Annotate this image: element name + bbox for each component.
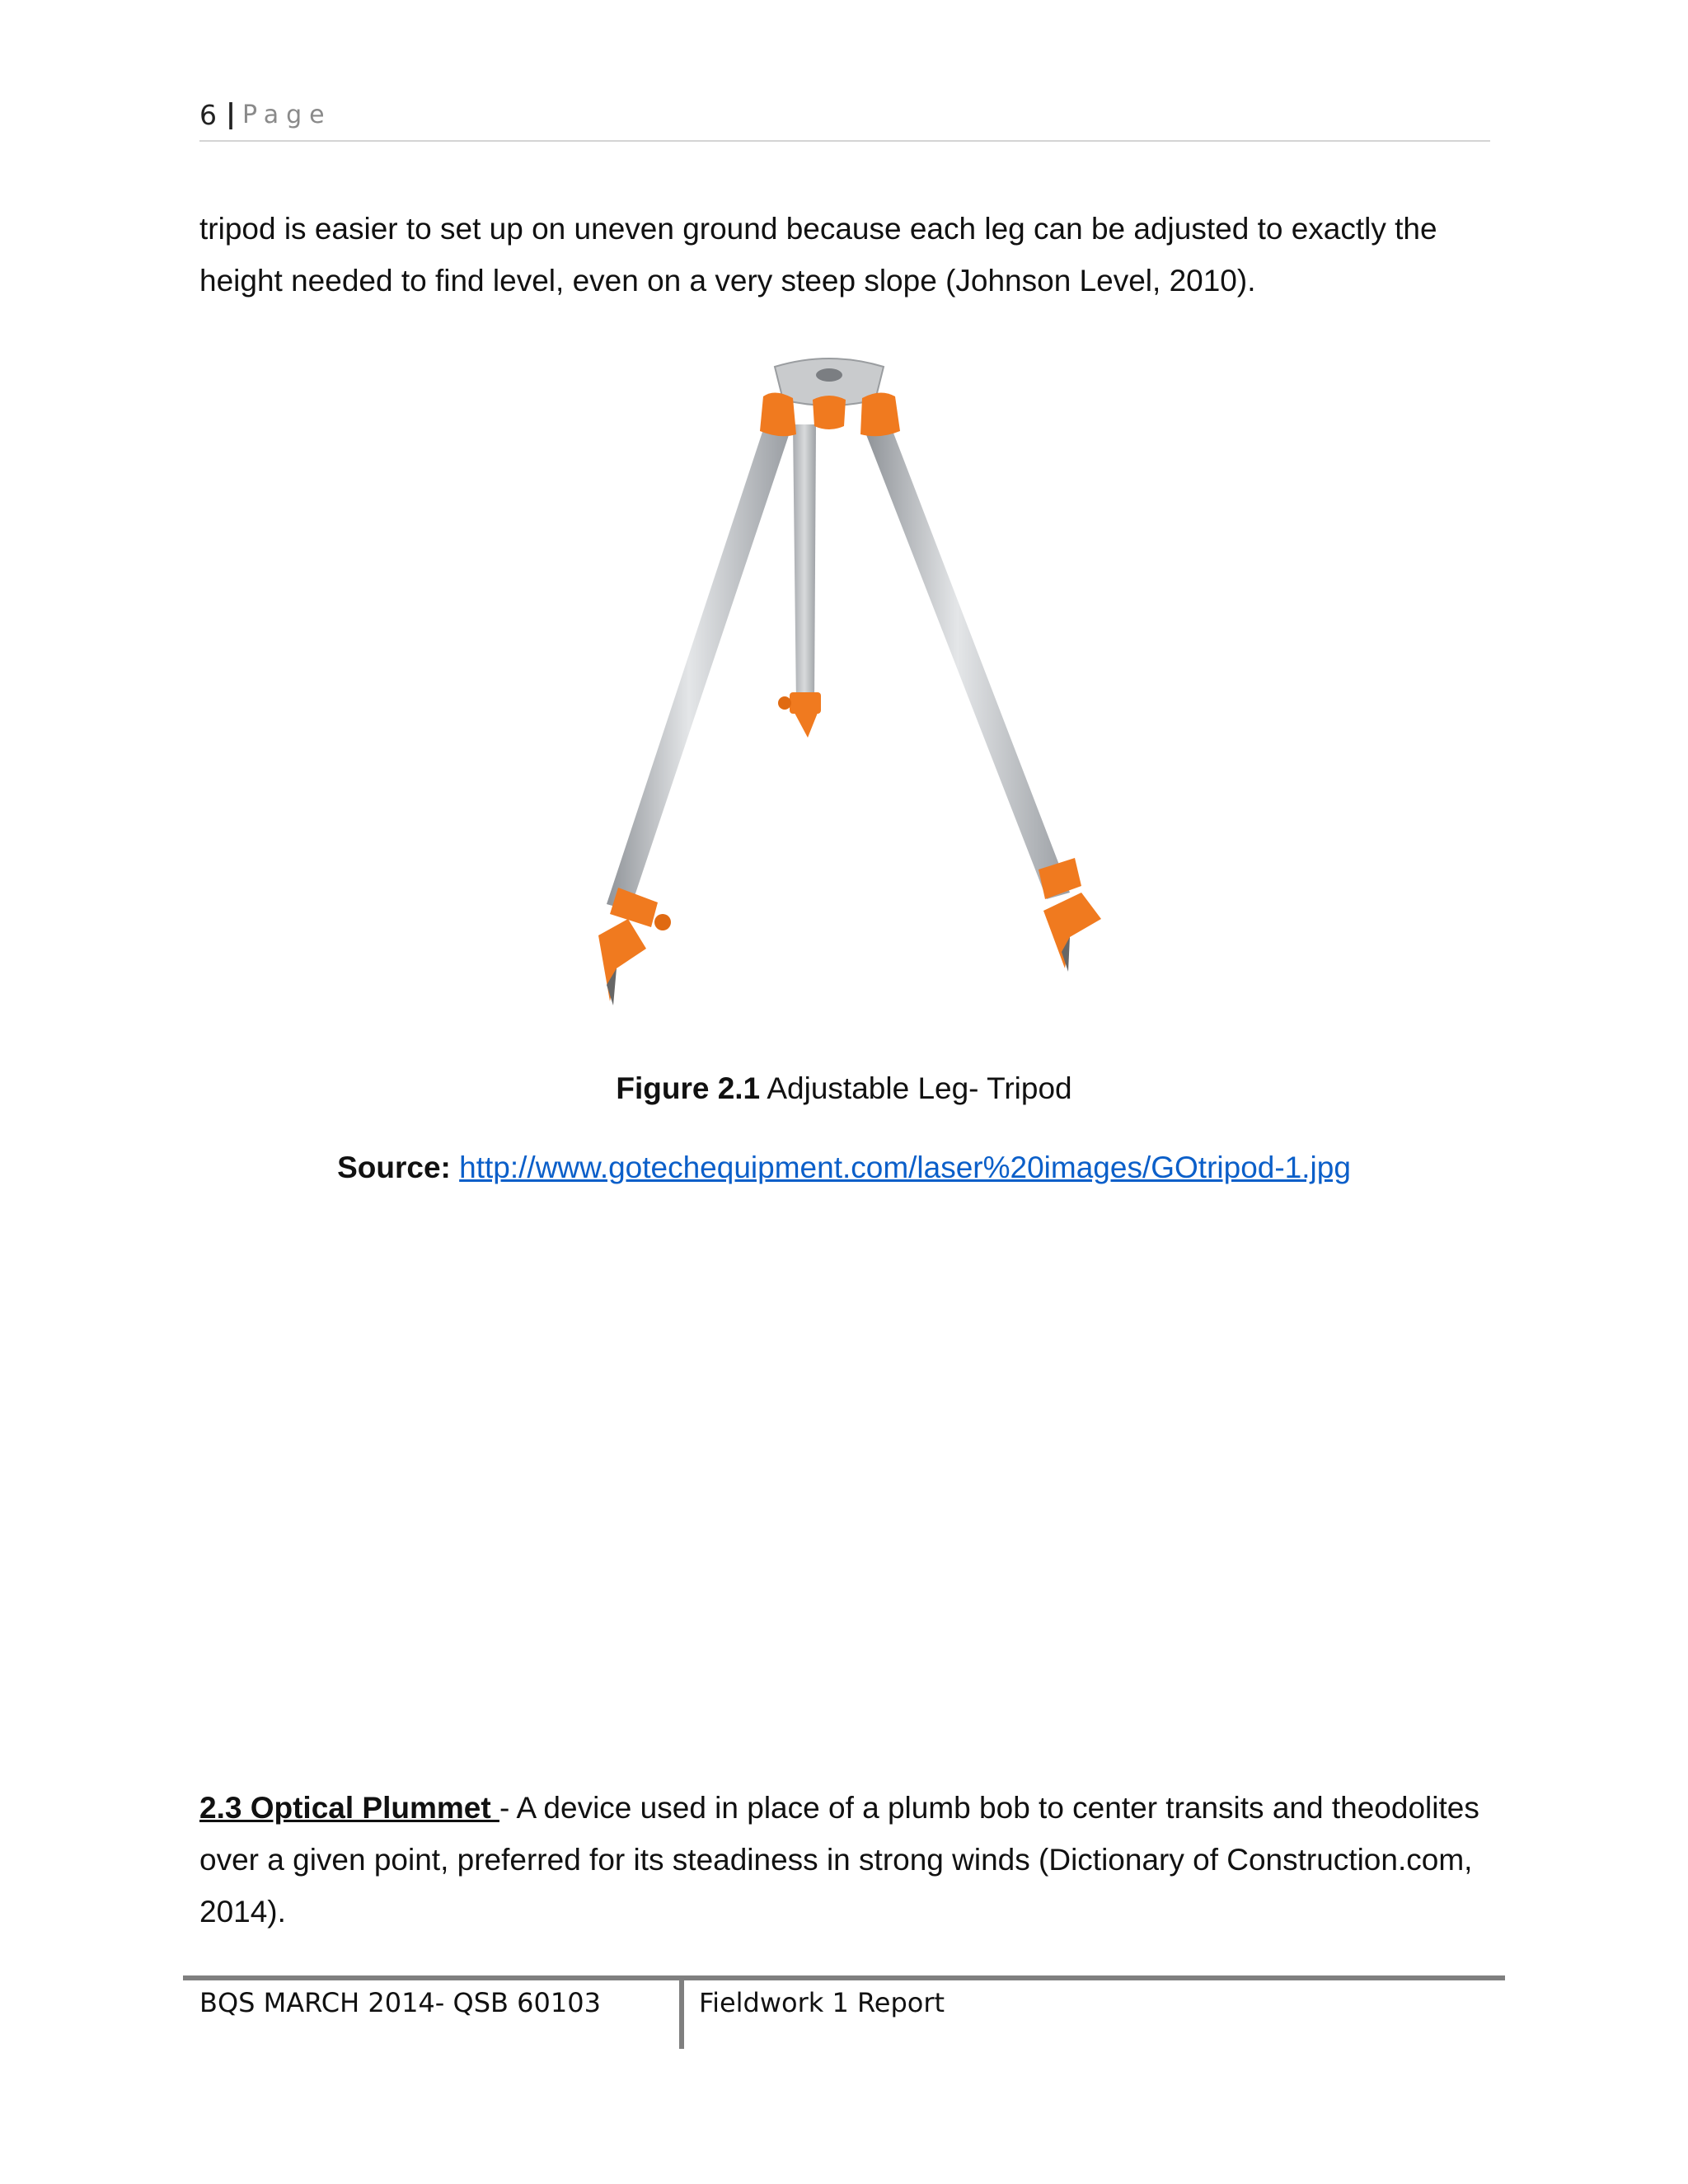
left-leg-clamp bbox=[610, 888, 658, 927]
right-hinge bbox=[860, 392, 900, 436]
footer-course-code: BQS MARCH 2014- QSB 60103 bbox=[199, 1987, 601, 2018]
source-link[interactable]: http://www.gotechequipment.com/laser%20images/GOtripod-1.jpg bbox=[459, 1151, 1351, 1184]
rear-leg bbox=[793, 424, 816, 705]
left-leg-foot bbox=[598, 919, 646, 1001]
right-leg bbox=[865, 424, 1070, 899]
tripod-illustration bbox=[577, 342, 1137, 1018]
source-label: Source: bbox=[337, 1151, 451, 1184]
body-paragraph-tripod: tripod is easier to set up on uneven ground because each leg can be adjusted to exactly the height needed to find level, even on a very steep slope (Johnson Level, 2010). bbox=[199, 212, 1437, 298]
rear-leg-knob bbox=[778, 696, 791, 710]
left-leg-knob bbox=[654, 914, 671, 930]
left-leg bbox=[607, 424, 790, 911]
header-separator: | bbox=[226, 97, 237, 129]
figure-label: Figure 2.1 bbox=[616, 1071, 761, 1105]
center-hinge bbox=[813, 396, 846, 429]
footer-divider bbox=[679, 1978, 684, 2049]
section-heading: 2.3 Optical Plummet bbox=[199, 1791, 499, 1825]
section-text: - A device used in place of a plumb bob to center transits and theodolites over a given point, preferred for its steadiness in strong winds (Dictionary of Construction.com, 2014). bbox=[199, 1791, 1479, 1929]
page-header bbox=[199, 97, 1490, 142]
section-optical-plummet bbox=[199, 1782, 1493, 1938]
footer-rule bbox=[183, 1975, 1505, 1980]
figure-source bbox=[0, 1151, 1688, 1185]
rear-leg-clamp bbox=[790, 692, 821, 714]
page-number: 6 bbox=[199, 99, 217, 131]
page-label: Page bbox=[242, 101, 332, 129]
tripod-head-hole bbox=[816, 368, 842, 382]
footer-report-title: Fieldwork 1 Report bbox=[699, 1987, 945, 2018]
right-leg-foot bbox=[1043, 893, 1101, 968]
rear-leg-foot bbox=[795, 713, 818, 738]
figure-caption-text: Adjustable Leg- Tripod bbox=[760, 1071, 1072, 1105]
figure-caption bbox=[0, 1071, 1688, 1106]
left-hinge bbox=[760, 392, 796, 436]
tripod-image bbox=[577, 342, 1137, 1018]
